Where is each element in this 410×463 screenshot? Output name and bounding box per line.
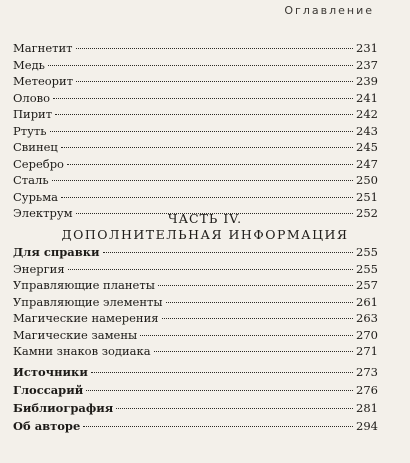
dot-leader (67, 164, 353, 165)
toc-entry-title: Энергия (13, 261, 65, 276)
dot-leader (166, 302, 354, 303)
toc-entry-page: 294 (356, 419, 378, 433)
toc-entry-title: Электрум (13, 206, 73, 220)
toc-entry[interactable] (13, 123, 378, 140)
dot-leader (116, 408, 353, 409)
toc-entry[interactable] (13, 343, 378, 360)
toc-entry-page: 257 (356, 278, 378, 292)
toc-entry-page: 281 (356, 401, 378, 415)
dot-leader (68, 269, 353, 270)
toc-entry-title: Глоссарий (13, 383, 84, 397)
toc-entry-title: Источники (13, 365, 88, 379)
toc-entry-page: 239 (356, 74, 378, 88)
dot-leader (158, 285, 353, 286)
toc-entry[interactable] (13, 244, 378, 261)
toc-entry-title: Свинец (13, 140, 58, 154)
toc-entry-page: 241 (356, 90, 378, 105)
toc-entry[interactable] (13, 106, 378, 123)
toc-entry-page: 231 (356, 41, 378, 55)
toc-entry-title: Камни знаков зодиака (13, 344, 151, 358)
dot-leader (48, 65, 353, 66)
toc-entry-page: 242 (356, 107, 378, 121)
toc-entry-page: 250 (356, 173, 378, 187)
toc-section-back-matter (13, 363, 378, 435)
toc-entry[interactable] (13, 172, 378, 189)
toc-entry[interactable] (13, 417, 378, 435)
toc-entry-title: Магнетит (13, 41, 73, 55)
toc-entry-title: Об авторе (13, 419, 81, 433)
toc-entry-page: 273 (356, 365, 378, 379)
dot-leader (76, 81, 353, 82)
toc-entry-title: Для справки (13, 245, 100, 259)
toc-entry-page: 263 (356, 311, 378, 325)
toc-entry-title: Магические замены (13, 327, 138, 342)
dot-leader (83, 426, 353, 427)
toc-entry[interactable] (13, 310, 378, 327)
toc-entry-title: Метеорит (13, 74, 74, 88)
part-heading (0, 211, 410, 243)
dot-leader (103, 252, 353, 253)
dot-leader (55, 114, 353, 115)
toc-entry[interactable] (13, 90, 378, 107)
dot-leader (52, 180, 353, 181)
toc-entry-title: Олово (13, 90, 51, 105)
dot-leader (162, 318, 354, 319)
toc-entry-page: 255 (356, 261, 378, 276)
toc-entry-page: 243 (356, 123, 378, 138)
toc-entry-title: Магические намерения (13, 311, 159, 325)
dot-leader (91, 372, 353, 373)
dot-leader (154, 351, 353, 352)
toc-entry[interactable] (13, 399, 378, 417)
toc-entry-page: 245 (356, 140, 378, 154)
toc-entry[interactable] (13, 261, 378, 278)
toc-entry[interactable] (13, 156, 378, 173)
toc-entry[interactable] (13, 73, 378, 90)
toc-entry-page: 270 (356, 327, 378, 342)
toc-entry-page: 261 (356, 294, 378, 309)
toc-entry-page: 276 (356, 383, 378, 397)
toc-entry-page: 255 (356, 245, 378, 259)
toc-entry-page: 247 (356, 156, 378, 171)
toc-entry[interactable] (13, 277, 378, 294)
dot-leader (50, 131, 354, 132)
toc-entry-title: Ртуть (13, 123, 47, 138)
toc-entry[interactable] (13, 363, 378, 381)
toc-entry-page: 252 (356, 206, 378, 220)
part-label: ЧАСТЬ IV. (167, 211, 243, 226)
part-title: ДОПОЛНИТЕЛЬНАЯ ИНФОРМАЦИЯ (61, 227, 349, 242)
toc-entry-title: Медь (13, 57, 45, 72)
dot-leader (61, 147, 353, 148)
toc-entry-title: Пирит (13, 107, 53, 121)
toc-entry[interactable] (13, 40, 378, 57)
toc-section-minerals (13, 40, 378, 222)
dot-leader (61, 197, 353, 198)
toc-entry[interactable] (13, 294, 378, 311)
toc-entry-title: Сталь (13, 173, 49, 187)
toc-entry-title: Серебро (13, 156, 64, 171)
toc-entry-title: Управляющие элементы (13, 294, 163, 309)
dot-leader (140, 335, 353, 336)
running-head: Оглавление (284, 4, 374, 17)
toc-entry-page: 271 (356, 344, 378, 358)
toc-entry[interactable] (13, 327, 378, 344)
toc-entry[interactable] (13, 57, 378, 74)
toc-entry[interactable] (13, 381, 378, 399)
toc-entry-title: Библиография (13, 401, 114, 415)
toc-entry-page: 237 (356, 57, 378, 72)
toc-entry-title: Управляющие планеты (13, 278, 155, 292)
dot-leader (53, 98, 353, 99)
toc-entry[interactable] (13, 189, 378, 206)
dot-leader (86, 390, 353, 391)
toc-section-reference (13, 244, 378, 360)
dot-leader (76, 48, 354, 49)
toc-entry-page: 251 (356, 189, 378, 204)
toc-entry[interactable] (13, 139, 378, 156)
toc-entry-title: Сурьма (13, 189, 58, 204)
